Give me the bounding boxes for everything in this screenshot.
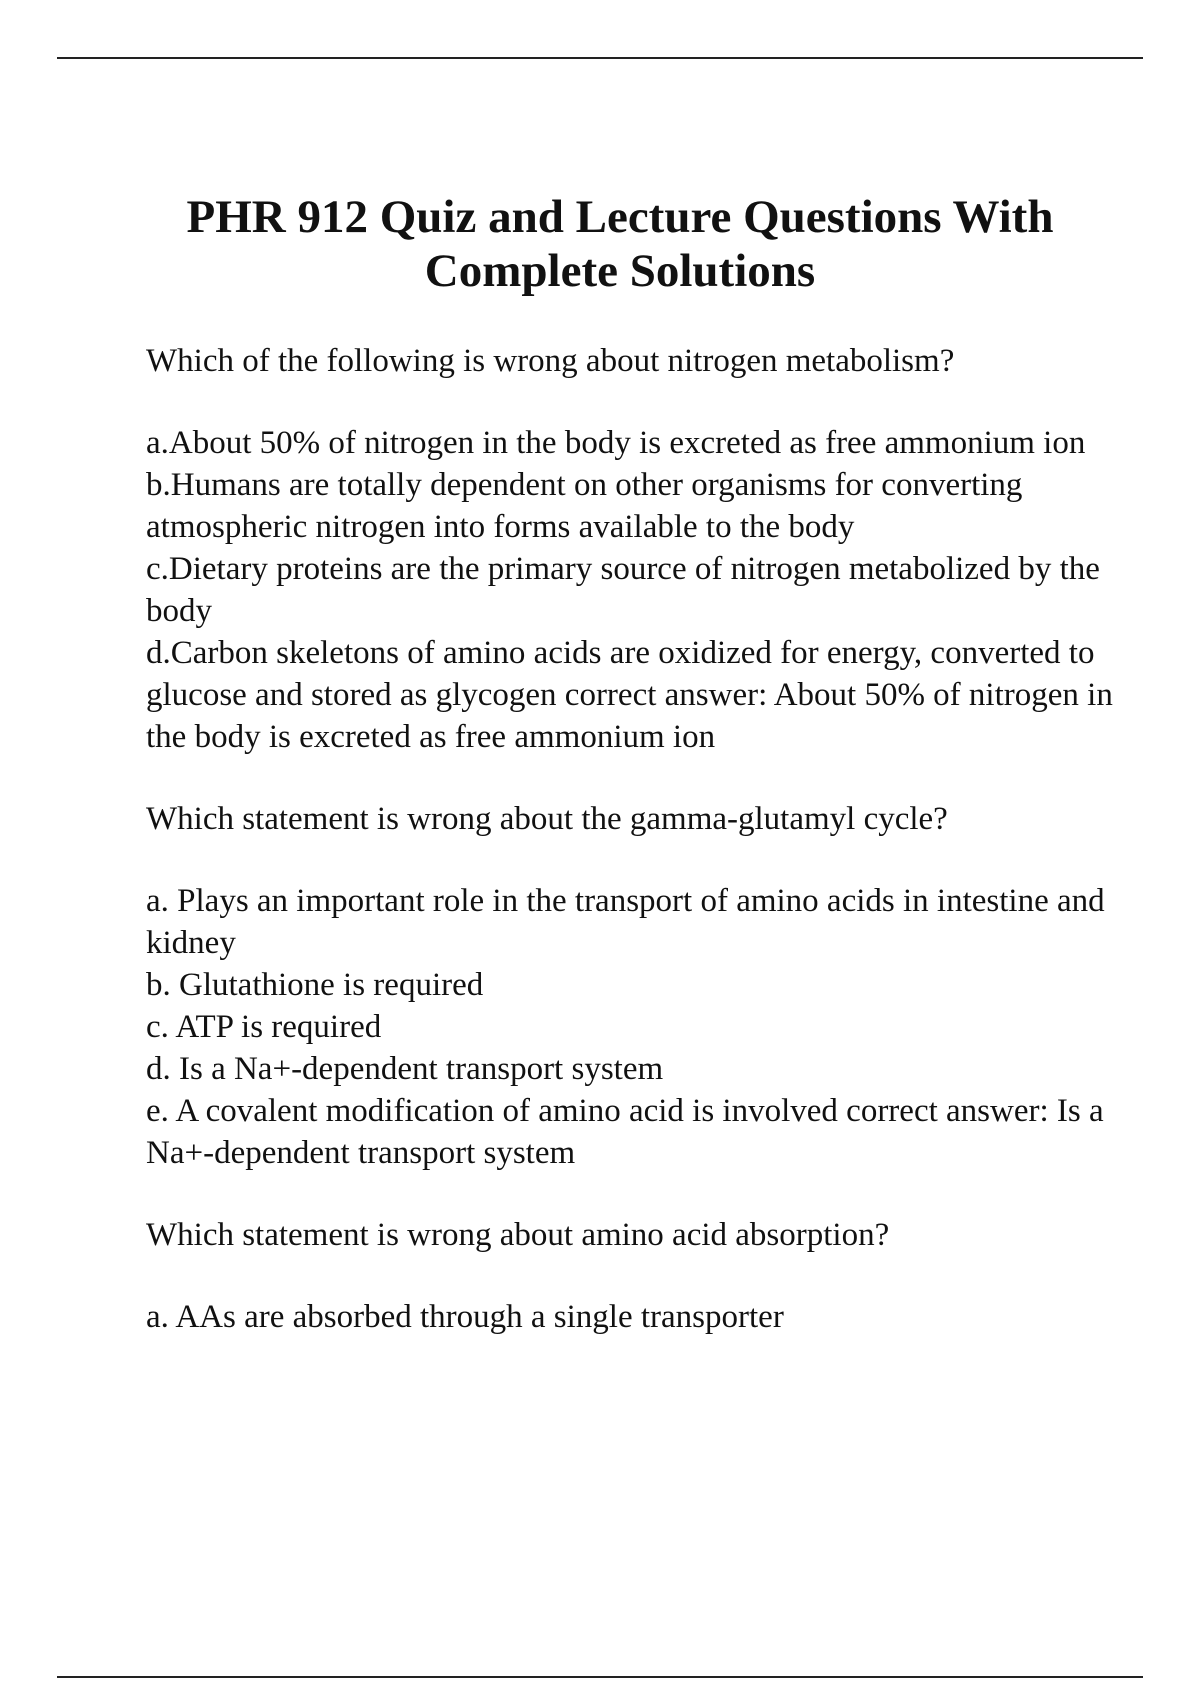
option-item: d. Is a Na+-dependent transport system (146, 1051, 664, 1087)
title-line-2: Complete Solutions (424, 245, 816, 297)
options-list (146, 422, 1146, 758)
option-item: b.Humans are totally dependent on other organisms for converting atmospheric nitrogen into forms available to the body (146, 467, 1023, 545)
bottom-rule (57, 1676, 1143, 1678)
title-line-1: PHR 912 Quiz and Lecture Questions With (186, 191, 1054, 243)
options-list (146, 880, 1146, 1174)
question-text: Which statement is wrong about amino acid absorption? (146, 1217, 890, 1253)
option-item: e. A covalent modification of amino acid is involved correct answer: Is a Na+-dependent transport system (146, 1093, 1104, 1171)
option-item: c.Dietary proteins are the primary source of nitrogen metabolized by the body (146, 551, 1100, 629)
option-item: d.Carbon skeletons of amino acids are oxidized for energy, converted to glucose and stored as glycogen correct answer: About 50% of nitrogen in the body is excreted as free ammonium ion (146, 635, 1113, 755)
question-text: Which statement is wrong about the gamma-glutamyl cycle? (146, 801, 948, 837)
options-list (146, 1296, 1146, 1338)
document-body (146, 340, 1146, 1378)
document-title (60, 190, 1180, 298)
question-text: Which of the following is wrong about nitrogen metabolism? (146, 343, 955, 379)
option-item: a.About 50% of nitrogen in the body is excreted as free ammonium ion (146, 425, 1086, 461)
option-item: b. Glutathione is required (146, 967, 484, 1003)
option-item: c. ATP is required (146, 1009, 382, 1045)
top-rule (57, 57, 1143, 59)
option-item: a. AAs are absorbed through a single transporter (146, 1299, 784, 1335)
option-item: a. Plays an important role in the transport of amino acids in intestine and kidney (146, 883, 1105, 961)
